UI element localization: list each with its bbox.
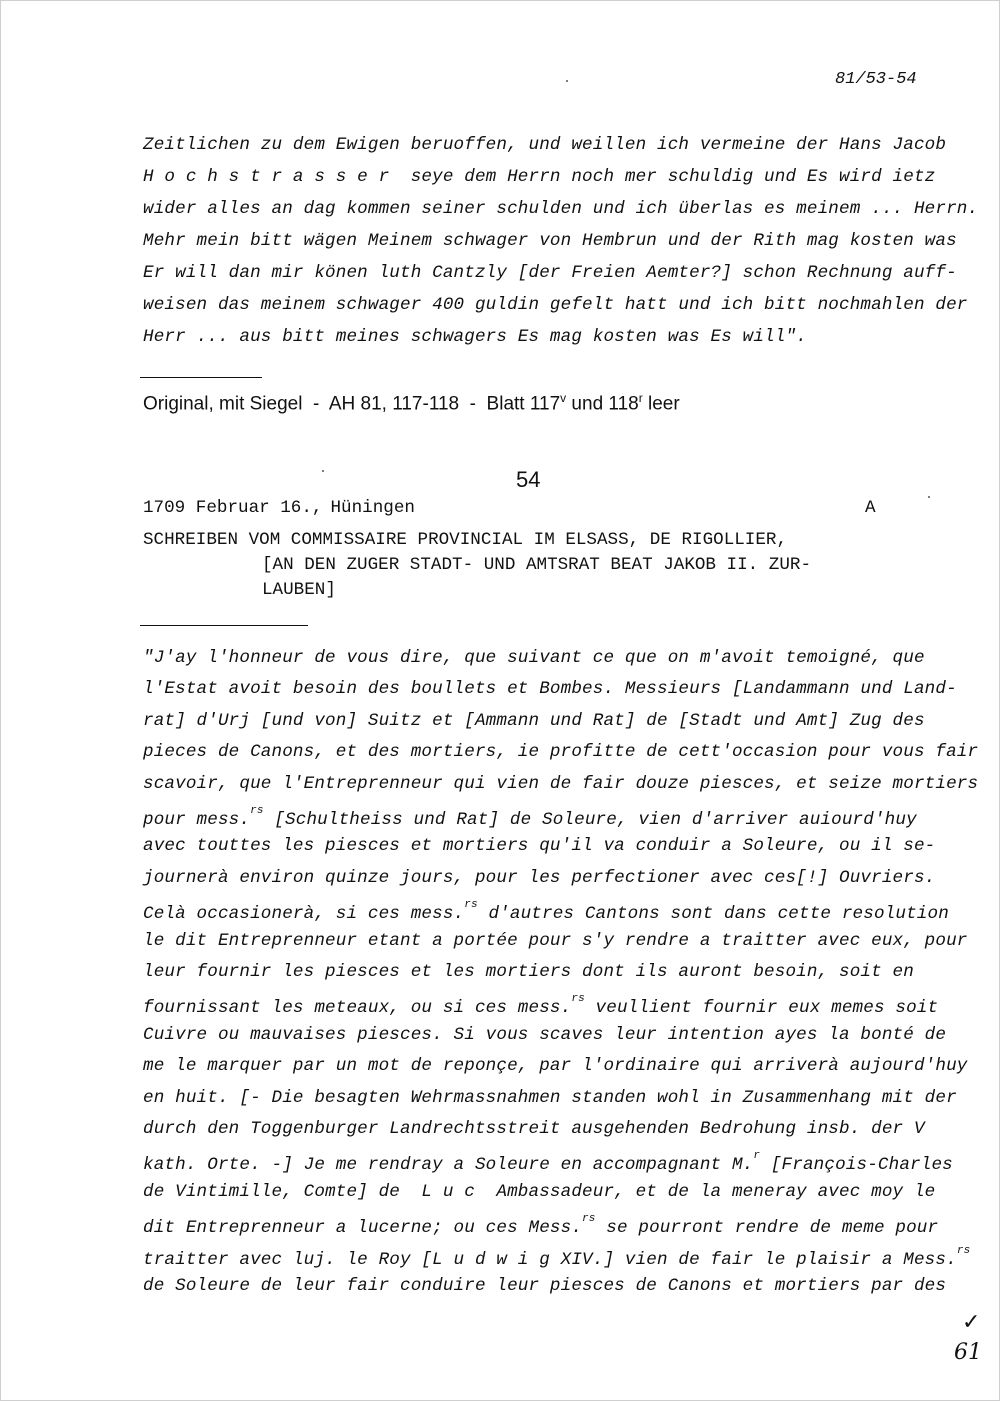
source-sup-verso: v [560, 391, 567, 405]
line-text: Cuivre ou mauvaises piesces. Si vous scaves leur intention ayes la bonté de [143, 1025, 947, 1045]
letter-line [143, 805, 917, 830]
line-text: en huit. [- Die besagten Wehrmassnahmen standen wohl in Zusammenhang mit der [143, 1088, 957, 1108]
quote-line: Zeitlichen zu dem Ewigen beruoffen, und weillen ich vermeine der Hans Jacob [143, 135, 947, 155]
line-text: dit Entreprenneur a lucerne; ou ces Mess. [143, 1218, 583, 1238]
checkmark-annotation: ✓ [962, 1310, 981, 1335]
source-sup-recto: r [638, 391, 643, 405]
document-place: Hüningen [330, 498, 415, 518]
letter-line [143, 962, 914, 982]
letter-line [143, 931, 968, 951]
quote-line: H o c h s t r a s s e r seye dem Herrn noch mer schuldig und Es wird ietz [143, 167, 936, 187]
letter-line [143, 679, 957, 699]
letter-line [143, 899, 949, 924]
scan-speck [566, 80, 568, 82]
letter-line [143, 1025, 946, 1045]
line-text: d'autres Cantons sont dans cette resolution [477, 904, 949, 924]
line-text: pieces de Canons, et des mortiers, ie profitte de cett'occasion pour vous fair [143, 742, 979, 762]
line-text: journerà environ quinze jours, pour les perfectioner avec ces[!] Ouvriers. [143, 868, 936, 888]
letter-line [143, 742, 978, 762]
line-text: durch den Toggenburger Landrechtsstreit ausgehenden Bedrohung insb. der V [143, 1119, 925, 1139]
document-date: 1709 Februar 16., [143, 498, 323, 518]
letter-line [143, 1182, 935, 1202]
letter-line [143, 1088, 957, 1108]
line-text: scavoir, que l'Entreprenneur qui vien de fair douze piesces, et seize mortiers [143, 774, 979, 794]
line-text: [Schultheiss und Rat] de Soleure, vien d'arriver auiourd'huy [263, 810, 917, 830]
superscript: rs [571, 993, 585, 1005]
letter-line [143, 1276, 946, 1296]
heading-separator [140, 625, 308, 626]
letter-line [143, 1213, 938, 1238]
letter-line [143, 711, 925, 731]
letter-line [143, 774, 978, 794]
letter-line [143, 648, 925, 668]
source-separator [140, 377, 262, 378]
document-heading-line: [AN DEN ZUGER STADT- UND AMTSRAT BEAT JAKOB II. ZUR- [262, 555, 812, 575]
line-text: "J'ay l'honneur de vous dire, que suivant ce que on m'avoit temoigné, que [143, 648, 925, 668]
document-dateline [143, 498, 415, 518]
source-text: Original, mit Siegel - AH 81, 117-118 - Blatt 117 [143, 393, 561, 415]
scan-speck [928, 496, 930, 498]
archive-reference: 81/53-54 [835, 70, 917, 89]
line-text: pour mess. [143, 810, 251, 830]
line-text: le dit Entreprenneur etant a portée pour s'y rendre a traitter avec eux, pour [143, 931, 968, 951]
quote-line: wider alles an dag kommen seiner schulden und ich überlas es meinem ... Herrn. [143, 199, 979, 219]
line-text: me le marquer par un mot de reponçe, par l'ordinaire qui arriverà aujourd'huy [143, 1056, 968, 1076]
line-text: de Soleure de leur fair conduire leur piesces de Canons et mortiers par des [143, 1276, 947, 1296]
quote-line: Herr ... aus bitt meines schwagers Es mag kosten was Es will". [143, 327, 807, 347]
superscript: r [753, 1150, 761, 1162]
quote-line: Er will dan mir könen luth Cantzly [der Freien Aemter?] schon Rechnung auff- [143, 263, 957, 283]
document-heading-line: SCHREIBEN VOM COMMISSAIRE PROVINCIAL IM ELSASS, DE RIGOLLIER, [143, 530, 788, 550]
superscript: rs [464, 899, 478, 911]
line-text: traitter avec luj. le Roy [L u d w i g XIV.] vien de fair le plaisir a Mess. [143, 1250, 957, 1270]
document-heading-line: LAUBEN] [262, 580, 336, 600]
line-text: [François-Charles [760, 1155, 953, 1175]
superscript: rs [582, 1213, 596, 1225]
line-text: avec touttes les piesces et mortiers qu'il va conduir a Soleure, ou il se- [143, 836, 936, 856]
document-type: A [865, 498, 876, 518]
quote-line: weisen das meinem schwager 400 guldin gefelt hatt und ich bitt nochmahlen der [143, 295, 968, 315]
source-note [143, 391, 680, 415]
line-text: leur fournir les piesces et les mortiers dont ils auront besoin, soit en [143, 962, 914, 982]
scan-speck [322, 470, 324, 472]
source-text-mid: und 118 [566, 393, 639, 415]
line-text: fournissant les meteaux, ou si ces mess. [143, 998, 572, 1018]
line-text: de Vintimille, Comte] de L u c Ambassadeur, et de la meneray avec moy le [143, 1182, 936, 1202]
handwritten-page-number: 61 [954, 1340, 982, 1365]
letter-line [143, 1245, 970, 1270]
line-text: rat] d'Urj [und von] Suitz et [Ammann und Rat] de [Stadt und Amt] Zug des [143, 711, 925, 731]
letter-line [143, 868, 935, 888]
superscript: rs [956, 1245, 971, 1257]
quote-line: Mehr mein bitt wägen Meinem schwager von Hembrun und der Rith mag kosten was [143, 231, 957, 251]
line-text: l'Estat avoit besoin des boullets et Bombes. Messieurs [Landammann und Land- [143, 679, 957, 699]
letter-line [143, 1119, 925, 1139]
line-text: Celà occasionerà, si ces mess. [143, 904, 465, 924]
letter-line [143, 993, 938, 1018]
letter-line [143, 836, 935, 856]
line-text: se pourront rendre de meme pour [595, 1218, 939, 1238]
letter-line [143, 1056, 968, 1076]
superscript: rs [250, 805, 264, 817]
line-text: kath. Orte. -] Je me rendray a Soleure en accompagnant M. [143, 1155, 754, 1175]
document-number: 54 [516, 467, 541, 492]
line-text: veullient fournir eux memes soit [584, 998, 939, 1018]
source-text-end: leer [642, 393, 680, 415]
letter-line [143, 1150, 953, 1175]
